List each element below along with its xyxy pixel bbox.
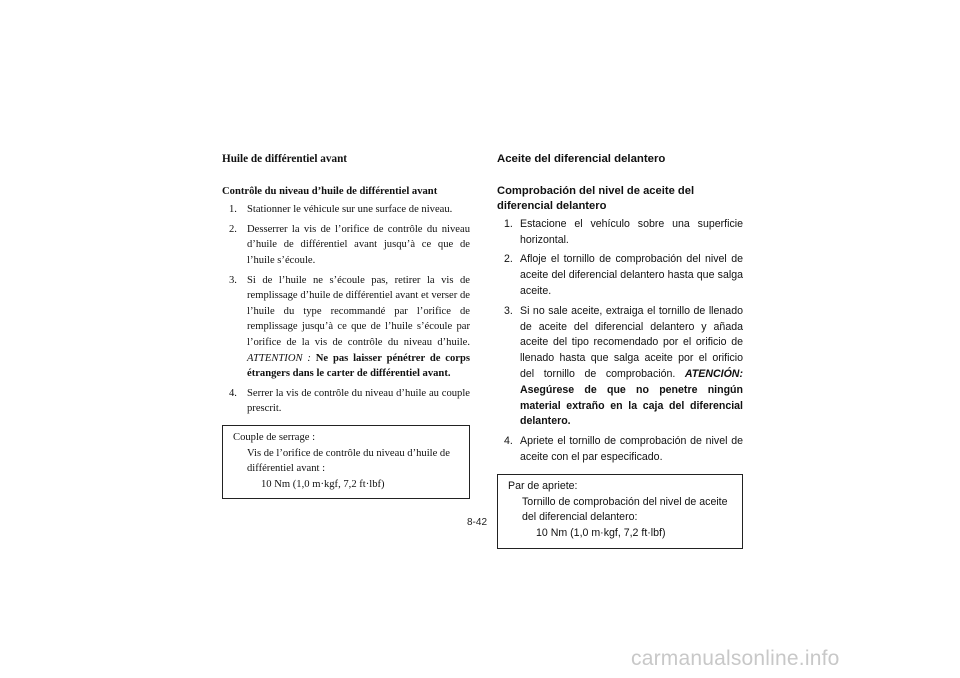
spanish-steps-list [497, 217, 743, 466]
spanish-torque-item: Tornillo de comprobación del nivel de aceite del diferencial delantero: [522, 495, 728, 524]
french-section-title: Huile de différentiel avant [222, 153, 348, 165]
french-torque-item: Vis de l’orifice de contrôle du niveau d’huile de différentiel avant : [247, 447, 450, 475]
spanish-attention-label: ATENCIÓN: [684, 367, 743, 380]
french-column [222, 152, 470, 499]
french-step-3: 3. Si de l’huile ne s’écoule pas, retirer la vis de remplissage d’huile de différentiel avant et verser de l’huile du type recommandé par l’orifice de remplissage jusqu’à ce que de l’huile s’écoule par l’orifice de la vis de contrôle du niveau d’huile. ATTENTION : Ne pas laisser pénétrer de corps étrangers dans le carter de différentiel avant. [229, 274, 470, 380]
spanish-attention-text: Asegúrese de que no penetre ningún material extraño en la caja del diferencial delantero. [520, 383, 743, 428]
spanish-column [497, 152, 743, 549]
spanish-subsection-title: Comprobación del nivel de aceite del diferencial delantero [497, 184, 695, 212]
french-torque-title: Couple de serrage : [233, 431, 316, 443]
spanish-section-title: Aceite del diferencial delantero [497, 153, 666, 165]
french-step-4: 4. Serrer la vis de contrôle du niveau d’huile au couple prescrit. [229, 387, 470, 415]
spanish-torque-title: Par de apriete: [508, 479, 578, 492]
spanish-step-1: 1. Estacione el vehículo sobre una superficie horizontal. [504, 217, 743, 246]
french-subsection-title: Contrôle du niveau d’huile de différentiel avant [222, 185, 438, 197]
spanish-step-4: 4. Apriete el tornillo de comprobación de nivel de aceite con el par especificado. [504, 435, 743, 463]
spanish-step-3: 3. Si no sale aceite, extraiga el tornillo de llenado de aceite del diferencial delantero y añada aceite del tipo recomendado por el orificio de llenado hasta que salga aceite por el orificio del tornillo de comprobación. ATENCIÓN: Asegúrese de que no penetre ningún material extraño en la caja del diferencial delantero. [504, 304, 743, 428]
spanish-torque-value: 10 Nm (1,0 m·kgf, 7,2 ft·lbf) [536, 527, 666, 540]
french-attention-label: ATTENTION : [247, 352, 311, 364]
french-step-1: 1. Stationner le véhicule sur une surface de niveau. [229, 204, 453, 216]
watermark: carmanualsonline.info [631, 647, 840, 670]
french-torque-box [222, 425, 470, 499]
french-torque-value: 10 Nm (1,0 m·kgf, 7,2 ft·lbf) [261, 478, 385, 490]
french-steps-list [222, 202, 470, 417]
page-number: 8-42 [467, 517, 488, 528]
spanish-step-2: 2. Afloje el tornillo de comprobación del nivel de aceite del diferencial delantero hasta que salga aceite. [504, 253, 743, 297]
french-step-2: 2. Desserrer la vis de l’orifice de contrôle du niveau d’huile de différentiel avant jusqu’à ce que de l’huile s’écoule. [229, 223, 470, 266]
french-attention-text: Ne pas laisser pénétrer de corps étrangers dans le carter de différentiel avant. [247, 352, 470, 380]
spanish-torque-box [497, 474, 743, 549]
